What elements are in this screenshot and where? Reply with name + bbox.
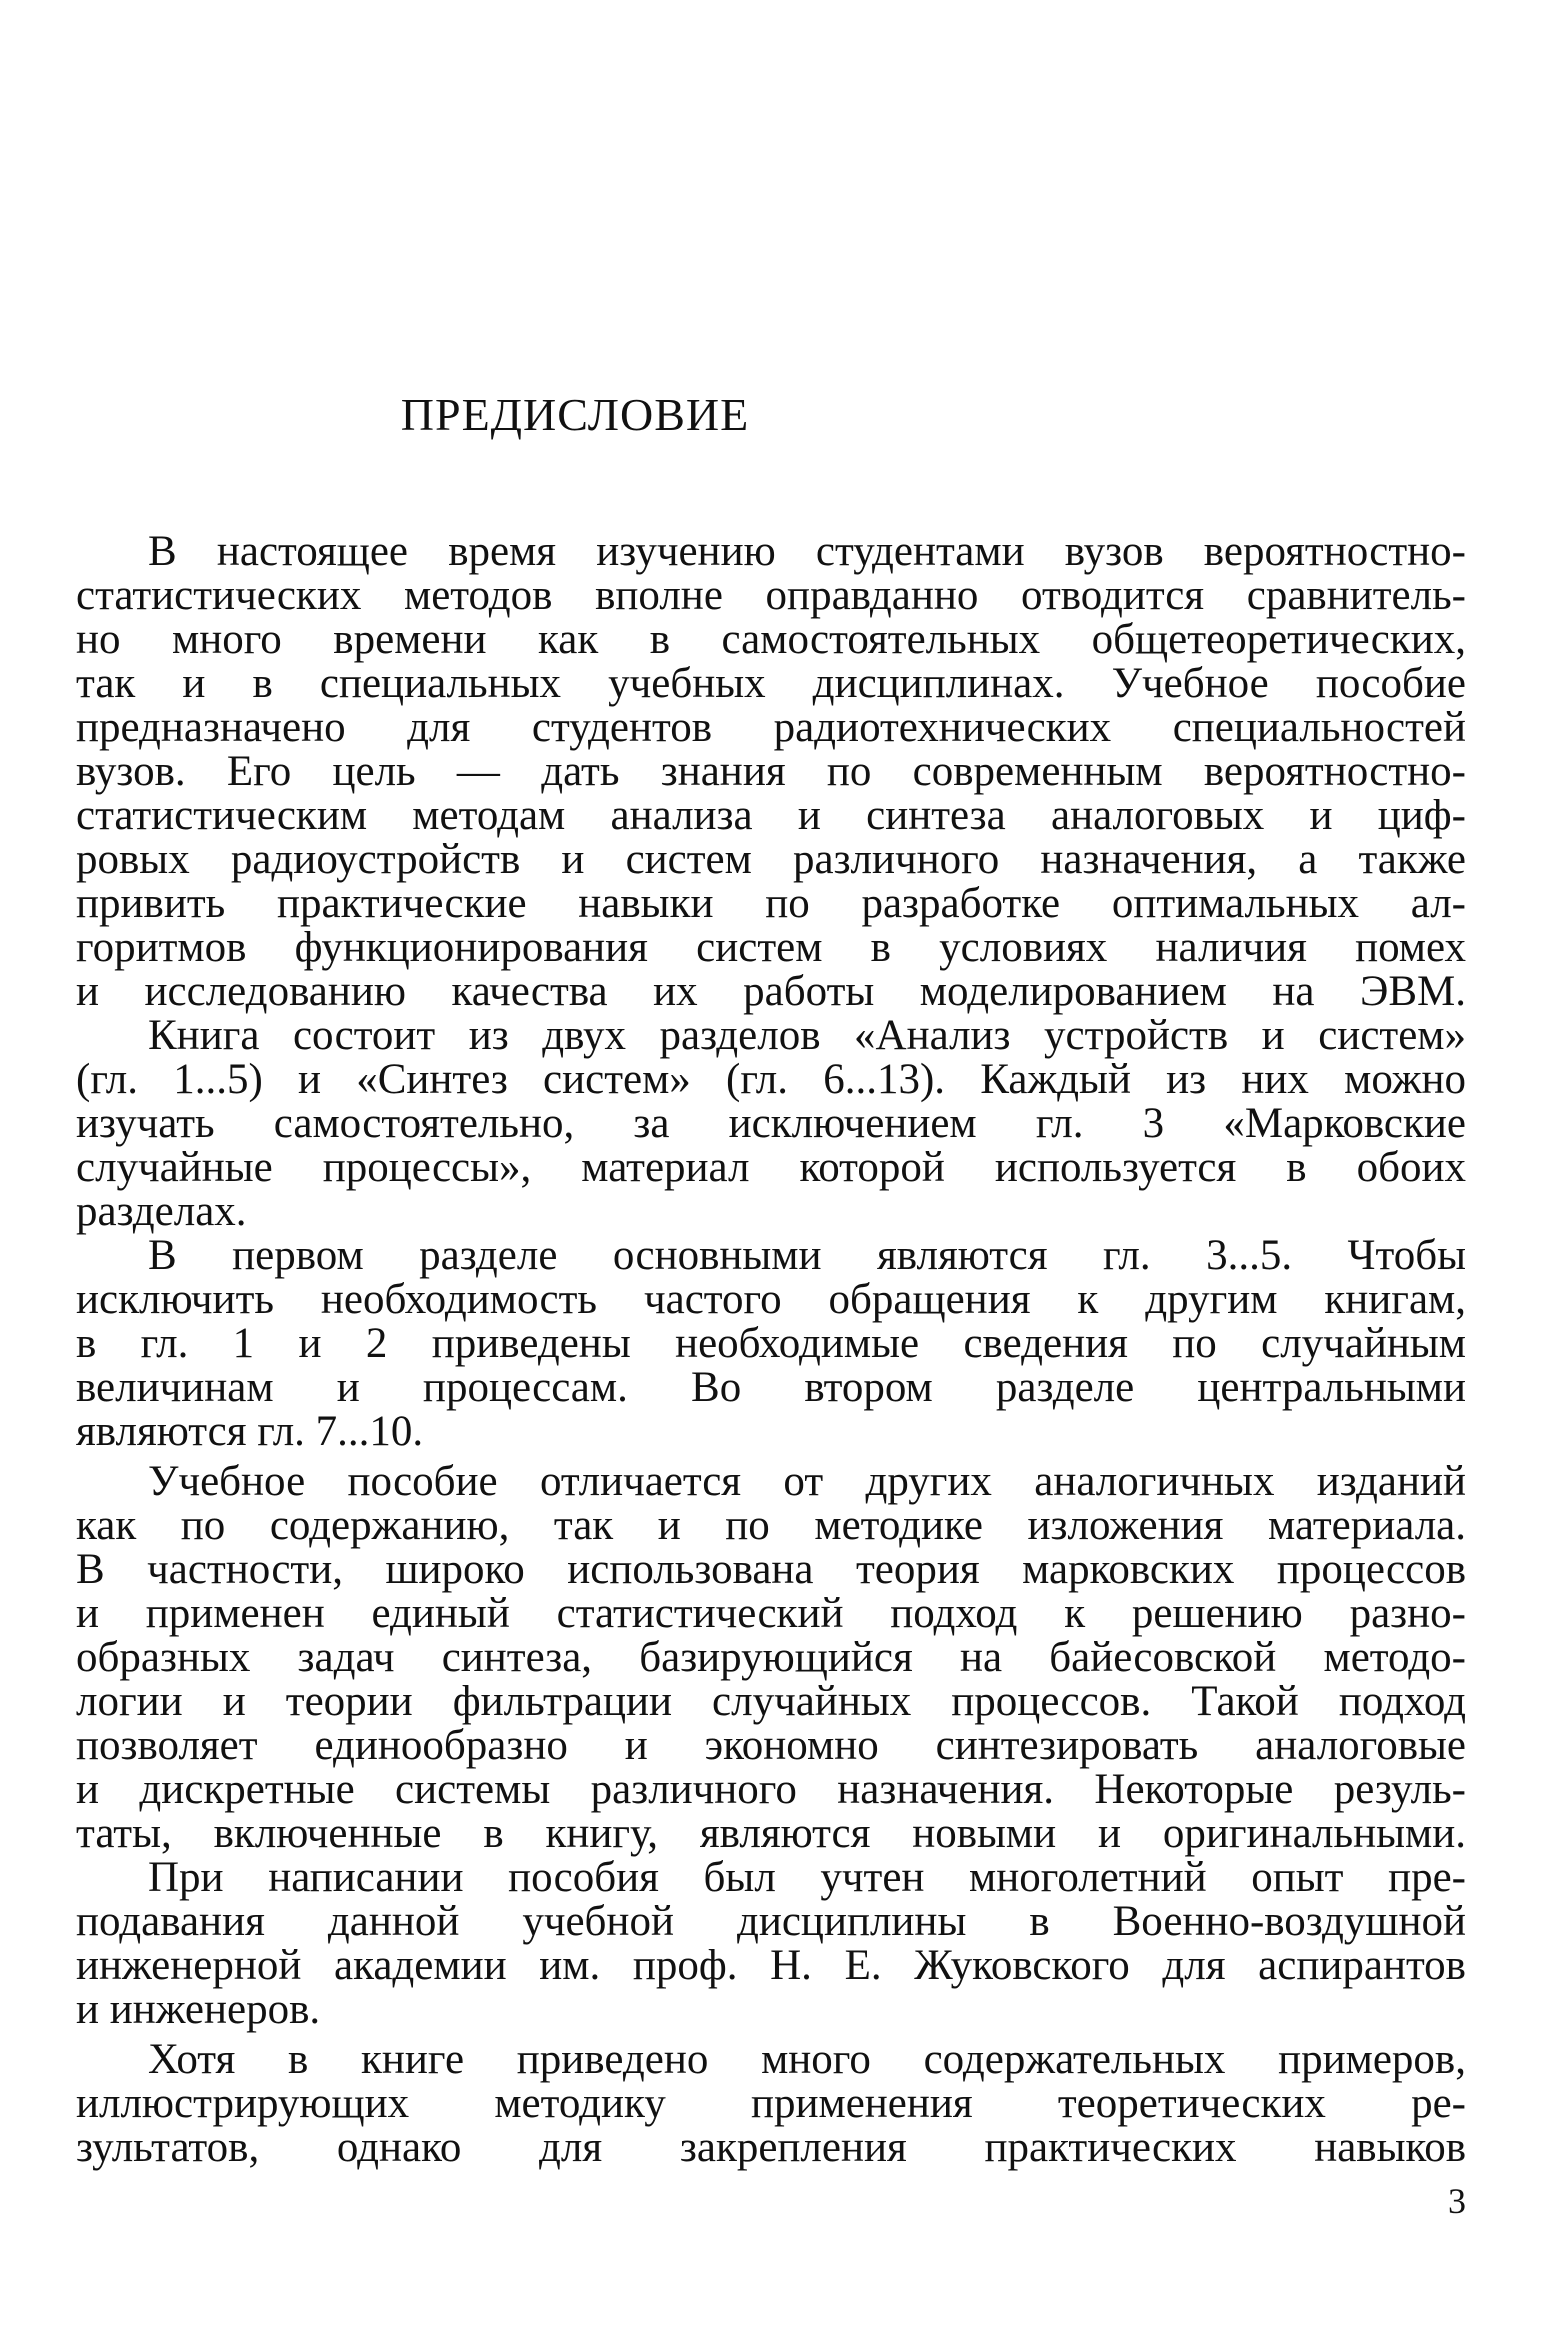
text-line: инженерной академии им. проф. Н. Е. Жуковского для аспирантов	[76, 1942, 1466, 1989]
text-line: позволяет единообразно и экономно синтезировать аналоговые	[76, 1722, 1466, 1769]
text-line: Учебное пособие отличается от других аналогичных изданий	[148, 1458, 1466, 1505]
text-line: зультатов, однако для закрепления практических навыков	[76, 2124, 1466, 2171]
text-line: горитмов функционирования систем в условиях наличия помех	[76, 924, 1466, 971]
text-line: логии и теории фильтрации случайных процессов. Такой подход	[76, 1678, 1466, 1725]
text-line: образных задач синтеза, базирующийся на байесовской методо-	[76, 1634, 1466, 1681]
text-line: так и в специальных учебных дисциплинах. Учебное пособие	[76, 660, 1466, 707]
text-line: (гл. 1...5) и «Синтез систем» (гл. 6...13). Каждый из них можно	[76, 1056, 1466, 1103]
text-line: изучать самостоятельно, за исключением гл. 3 «Марковские	[76, 1100, 1466, 1147]
text-line: предназначено для студентов радиотехнических специальностей	[76, 704, 1466, 751]
page-title: ПРЕДИСЛОВИЕ	[400, 389, 750, 440]
text-line: в гл. 1 и 2 приведены необходимые сведения по случайным	[76, 1320, 1466, 1367]
text-line: привить практические навыки по разработке оптимальных ал-	[76, 880, 1466, 927]
text-line: Хотя в книге приведено много содержательных примеров,	[148, 2036, 1466, 2083]
text-line: При написании пособия был учтен многолетний опыт пре-	[148, 1854, 1466, 1901]
body-text	[76, 530, 1466, 2170]
text-line: и исследованию качества их работы моделированием на ЭВМ.	[76, 968, 1466, 1015]
text-line: статистическим методам анализа и синтеза аналоговых и циф-	[76, 792, 1466, 839]
text-line: как по содержанию, так и по методике изложения материала.	[76, 1502, 1466, 1549]
paragraph-2	[76, 1014, 1466, 1234]
text-line: и инженеров.	[76, 1986, 321, 2033]
text-line: Книга состоит из двух разделов «Анализ устройств и систем»	[148, 1012, 1466, 1059]
page-number: 3	[1448, 2181, 1466, 2221]
text-line: исключить необходимость частого обращения к другим книгам,	[76, 1276, 1466, 1323]
text-line: статистических методов вполне оправданно отводится сравнитель-	[76, 572, 1466, 619]
paragraph-3	[76, 1234, 1466, 1454]
paragraph-4	[76, 1460, 1466, 1856]
text-line: В первом разделе основными являются гл. 3...5. Чтобы	[148, 1232, 1466, 1279]
text-line: ровых радиоустройств и систем различного назначения, а также	[76, 836, 1466, 883]
text-line: случайные процессы», материал которой используется в обоих	[76, 1144, 1466, 1191]
text-line: и дискретные системы различного назначения. Некоторые резуль-	[76, 1766, 1466, 1813]
text-line: и применен единый статистический подход к решению разно-	[76, 1590, 1466, 1637]
text-line: вузов. Его цель — дать знания по современным вероятностно-	[76, 748, 1466, 795]
text-line: В частности, широко использована теория марковских процессов	[76, 1546, 1466, 1593]
paragraph-5	[76, 1856, 1466, 2032]
text-line: таты, включенные в книгу, являются новыми и оригинальными.	[76, 1810, 1466, 1857]
paragraph-1	[76, 530, 1466, 1014]
text-line: являются гл. 7...10.	[76, 1408, 424, 1455]
text-line: величинам и процессам. Во втором разделе центральными	[76, 1364, 1466, 1411]
paragraph-6	[76, 2038, 1466, 2170]
text-line: но много времени как в самостоятельных общетеоретических,	[76, 616, 1466, 663]
text-line: В настоящее время изучению студентами вузов вероятностно-	[148, 528, 1466, 575]
text-line: иллюстрирующих методику применения теоретических ре-	[76, 2080, 1466, 2127]
text-line: подавания данной учебной дисциплины в Военно-воздушной	[76, 1898, 1466, 1945]
text-line: разделах.	[76, 1188, 247, 1235]
